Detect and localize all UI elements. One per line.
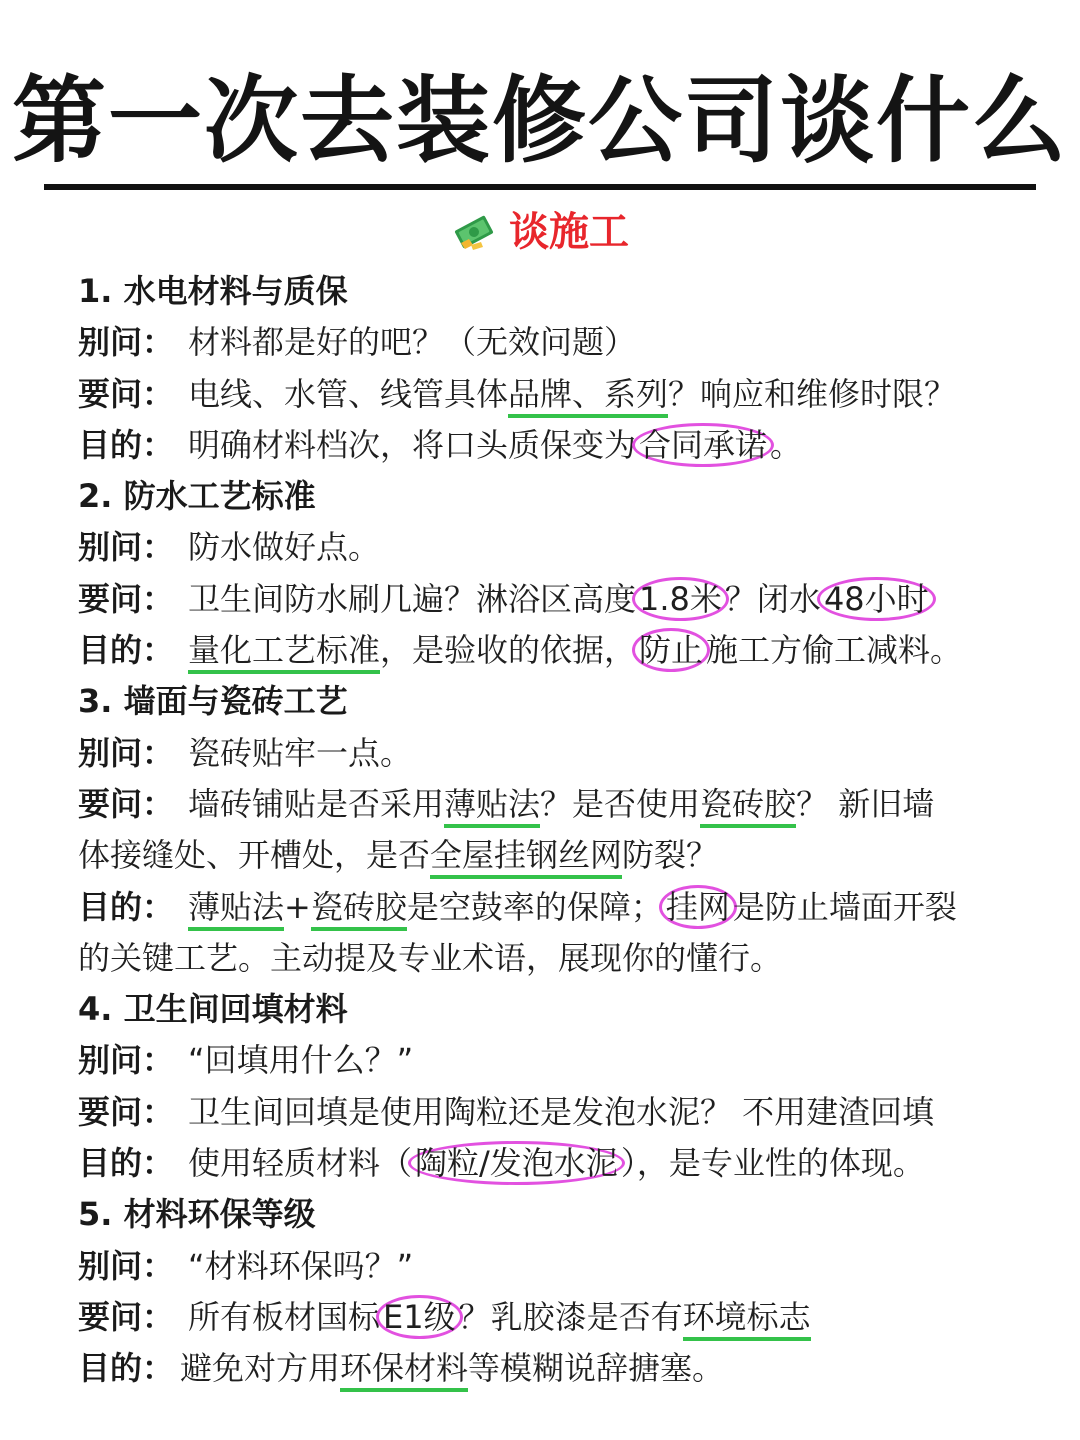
purpose-text: 使用轻质材料（ (188, 1144, 413, 1183)
ask-text: 体接缝处、开槽处，是否 (78, 836, 431, 875)
underlined-term: 薄贴法 (188, 888, 284, 931)
circled-term: 陶粒/发泡水泥 (408, 1141, 625, 1185)
item-heading: 3. 墙面与瓷砖工艺 (78, 682, 348, 721)
should-ask-label: 要问： (78, 1092, 175, 1131)
purpose-label: 目的： (78, 1144, 175, 1183)
section-header (0, 204, 1080, 260)
ask-text: 防裂？ (622, 836, 719, 875)
should-ask-line (78, 574, 1028, 625)
purpose-label: 目的： (78, 887, 175, 926)
circled-term: 48小时 (817, 577, 936, 621)
underlined-term: 薄贴法 (444, 785, 540, 828)
ask-text: ？响应和维修时限？ (668, 374, 957, 413)
purpose-text: 避免对方用 (180, 1349, 341, 1388)
underlined-term: 品牌、系列 (508, 375, 668, 418)
item-heading: 1. 水电材料与质保 (78, 272, 348, 310)
purpose-text: + (284, 887, 311, 926)
section-title: 谈施工 (509, 209, 629, 255)
dont-ask-label: 别问： (78, 1246, 175, 1285)
dont-ask-text: “材料环保吗？” (188, 1246, 414, 1285)
should-ask-label: 要问： (78, 1297, 175, 1336)
should-ask-line (78, 1292, 1028, 1343)
should-ask-continuation (78, 830, 1028, 881)
dont-ask-line (78, 1035, 1028, 1086)
item-heading: 4. 卫生间回填材料 (78, 990, 348, 1029)
dont-ask-label: 别问： (78, 733, 175, 772)
circled-term: E1级 (376, 1295, 463, 1339)
underlined-term: 环境标志 (683, 1298, 811, 1341)
ask-text: 卫生间回填是使用陶粒还是发泡水泥？ 不用建渣回填 (188, 1092, 935, 1131)
circled-term: 1.8米 (632, 577, 729, 621)
underlined-term: 量化工艺标准 (188, 631, 380, 674)
dont-ask-line (78, 1241, 1028, 1292)
ask-text: ？是否使用 (540, 784, 701, 823)
purpose-text: 施工方偷工减料。 (706, 631, 963, 670)
ask-text: 所有板材国标 (188, 1297, 381, 1336)
purpose-label: 目的： (78, 631, 175, 670)
underlined-term: 瓷砖胶 (311, 888, 407, 931)
ask-text: 电线、水管、线管具体 (188, 374, 509, 413)
purpose-label: 目的： (78, 425, 175, 464)
should-ask-line (78, 1087, 1028, 1138)
purpose-label: 目的： (78, 1349, 175, 1388)
purpose-line (78, 625, 1028, 676)
page-title: 第一次去装修公司谈什么 (11, 67, 1068, 176)
should-ask-label: 要问： (78, 374, 175, 413)
circled-term: 防止 (632, 628, 710, 672)
item-heading: 2. 防水工艺标准 (78, 477, 316, 516)
dont-ask-text: 瓷砖贴牢一点。 (188, 733, 413, 772)
purpose-line (78, 420, 1028, 471)
ask-text: 墙砖铺贴是否采用 (188, 784, 445, 823)
purpose-text: 等模糊说辞搪塞。 (468, 1349, 725, 1388)
circled-term: 挂网 (659, 885, 737, 929)
title-divider (44, 184, 1036, 190)
purpose-line (78, 882, 1028, 933)
ask-text: ？闭水 (724, 579, 821, 618)
purpose-continuation: 的关键工艺。主动提及专业术语，展现你的懂行。 (78, 938, 783, 977)
ask-text: ？乳胶漆是否有 (458, 1297, 683, 1336)
purpose-text: ），是专业性的体现。 (620, 1144, 925, 1183)
purpose-text: ，是验收的依据， (380, 631, 637, 670)
dont-ask-label: 别问： (78, 1041, 175, 1080)
dont-ask-line (78, 522, 1028, 573)
purpose-line (78, 1138, 1028, 1189)
ask-text: ？ 新旧墙 (796, 784, 935, 823)
purpose-text: 是空鼓率的保障； (406, 887, 663, 926)
underlined-term: 环保材料 (340, 1349, 468, 1392)
ask-text: 卫生间防水刷几遍？淋浴区高度 (188, 579, 637, 618)
purpose-text: 。 (770, 425, 803, 464)
dont-ask-line (78, 317, 1028, 368)
purpose-text: 明确材料档次，将口头质保变为 (188, 425, 637, 464)
should-ask-line (78, 779, 1028, 830)
item-heading: 5. 材料环保等级 (78, 1195, 316, 1234)
circled-term: 合同承诺 (632, 423, 774, 467)
purpose-line (78, 1343, 1028, 1394)
underlined-term: 全屋挂钢丝网 (430, 836, 622, 879)
underlined-term: 瓷砖胶 (700, 785, 796, 828)
dont-ask-text: 材料都是好的吧？（无效问题） (188, 323, 637, 362)
should-ask-label: 要问： (78, 579, 175, 618)
dont-ask-label: 别问： (78, 528, 175, 567)
content (78, 266, 1028, 1395)
dont-ask-line (78, 728, 1028, 779)
dont-ask-text: 防水做好点。 (188, 528, 381, 567)
money-icon (451, 209, 497, 255)
dont-ask-text: “回填用什么？” (188, 1041, 414, 1080)
dont-ask-label: 别问： (78, 323, 175, 362)
should-ask-line (78, 369, 1028, 420)
should-ask-label: 要问： (78, 784, 175, 823)
purpose-text: 是防止墙面开裂 (732, 887, 957, 926)
